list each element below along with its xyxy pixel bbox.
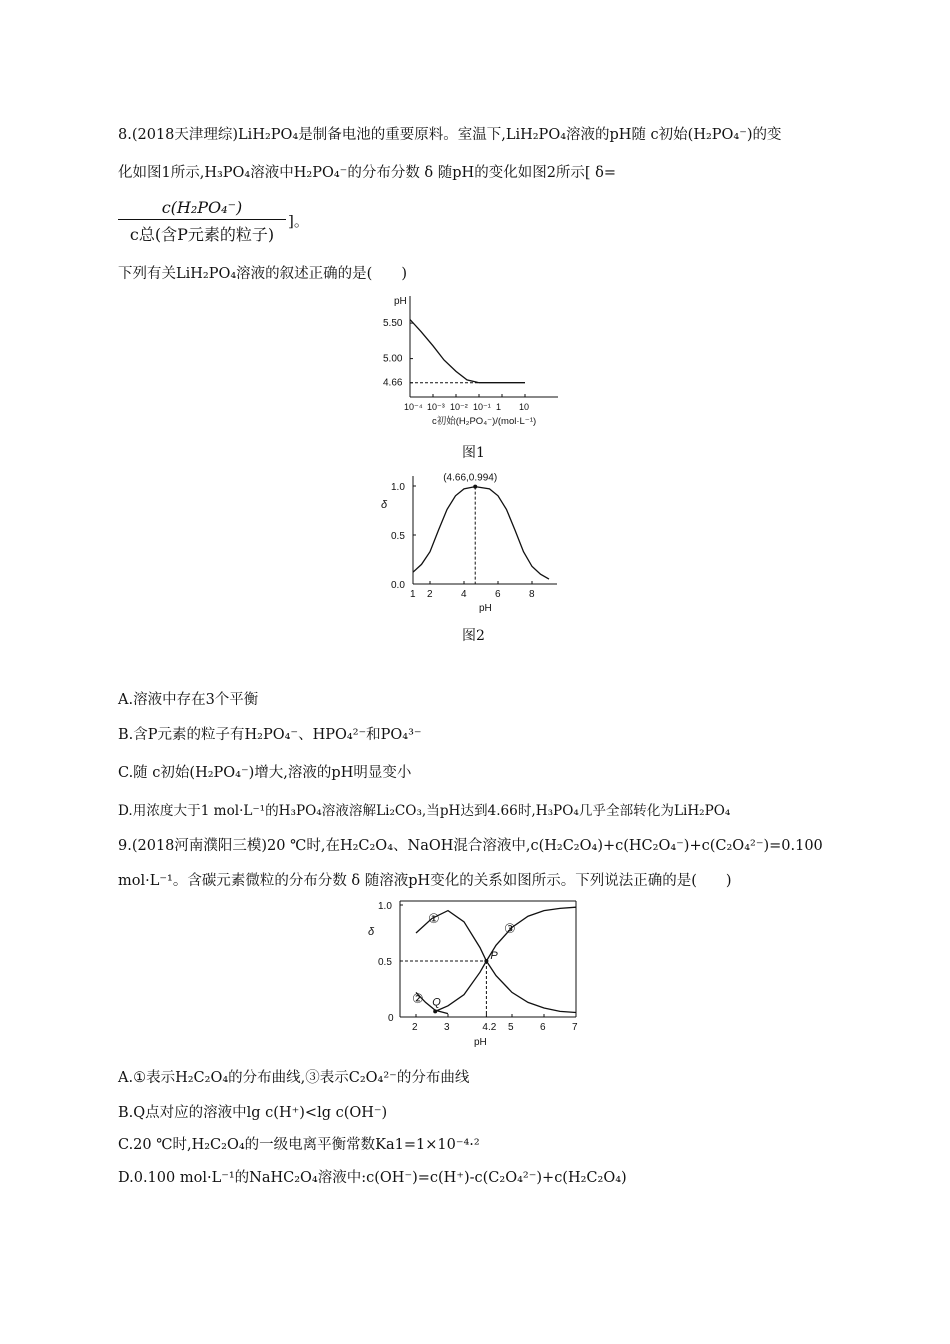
fig1-x-tick-label: 1	[496, 402, 502, 412]
figure-1-chart	[380, 290, 570, 430]
fig2-x-tick-label: 2	[427, 589, 433, 600]
fig2-x-tick-label: 4	[461, 589, 467, 600]
q8-option-b: B.含P元素的粒子有H₂PO₄⁻、HPO₄²⁻和PO₄³⁻	[118, 727, 422, 743]
q8-line-1: 8.(2018天津理综)LiH₂PO₄是制备电池的重要原料。室温下,LiH₂PO₄溶液的pH随 c初始(H₂PO₄⁻)的变	[118, 127, 782, 143]
bracket-close: ]。	[288, 212, 309, 230]
fig1-x-tick-label: 10	[519, 402, 530, 412]
fig1-curve	[410, 320, 525, 383]
q8-line-2: 化如图1所示,H₃PO₄溶液中H₂PO₄⁻的分布分数 δ 随pH的变化如图2所示[ δ=	[118, 165, 617, 181]
fig3-x-tick-label: 6	[540, 1022, 546, 1033]
fig3-xlabel: pH	[474, 1037, 487, 1048]
fig2-x-tick-label: 6	[495, 589, 501, 600]
q9-option-a: A.①表示H₂C₂O₄的分布曲线,③表示C₂O₄²⁻的分布曲线	[118, 1070, 470, 1086]
fig3-x-tick-label: 4.2	[482, 1022, 497, 1033]
fig3-y-tick-label: 1.0	[378, 901, 392, 912]
fig3-x-tick-label: 7	[572, 1022, 578, 1033]
fraction-bar	[118, 219, 286, 220]
fig1-ylabel: pH	[394, 296, 407, 307]
fig2-y-tick-label: 1.0	[391, 482, 405, 493]
fig3-point-q	[433, 1009, 437, 1013]
fig1-y-tick-label: 4.66	[383, 377, 403, 389]
figure-2-chart	[375, 468, 565, 618]
q8-option-c: C.随 c初始(H₂PO₄⁻)增大,溶液的pH明显变小	[118, 765, 412, 781]
q9-line-2: mol·L⁻¹。含碳元素微粒的分布分数 δ 随溶液pH变化的关系如图所示。下列说法正确的是( )	[118, 873, 732, 889]
fig1-y-tick-label: 5.50	[383, 318, 403, 330]
fig1-y-tick-label: 5.00	[383, 353, 403, 365]
fig2-x-tick-label: 8	[529, 589, 535, 600]
fig2-annotation: (4.66,0.994)	[443, 472, 498, 484]
fig1-x-tick-label: 10⁻¹	[473, 402, 491, 412]
figure-3-chart	[362, 893, 592, 1053]
fig1-x-tick-label: 10⁻²	[450, 402, 468, 412]
figure-2-caption: 图2	[462, 628, 485, 644]
fig3-ylabel: δ	[368, 926, 375, 938]
fig3-x-tick-label: 5	[508, 1022, 514, 1033]
delta-fraction	[118, 198, 286, 245]
figure-1-caption: 图1	[462, 445, 485, 461]
fig3-label-2: ②	[412, 991, 424, 1006]
q9-line-1: 9.(2018河南濮阳三模)20 ℃时,在H₂C₂O₄、NaOH混合溶液中,c(H₂C₂O₄)+c(HC₂O₄⁻)+c(C₂O₄²⁻)=0.100	[118, 838, 823, 854]
fig3-label-1: ①	[428, 911, 440, 926]
q8-stem: 下列有关LiH₂PO₄溶液的叙述正确的是( )	[118, 266, 407, 282]
fig1-x-tick-label: 10⁻⁴	[404, 402, 423, 412]
fig2-x-tick-label: 1	[410, 589, 416, 600]
fig3-label-q: Q	[432, 996, 441, 1009]
fig3-y-tick-label: 0.5	[378, 957, 392, 968]
fig3-label-p: P	[490, 950, 498, 962]
fig2-xlabel: pH	[479, 603, 492, 614]
q9-option-b: B.Q点对应的溶液中lg c(H⁺)<lg c(OH⁻)	[118, 1105, 388, 1121]
q9-option-d: D.0.100 mol·L⁻¹的NaHC₂O₄溶液中:c(OH⁻)=c(H⁺)-c(C₂O₄²⁻)+c(H₂C₂O₄)	[118, 1170, 627, 1186]
fig2-y-tick-label: 0.0	[391, 580, 405, 591]
fig2-y-tick-label: 0.5	[391, 531, 405, 542]
fig3-point-p	[484, 959, 488, 963]
q8-option-d: D.用浓度大于1 mol·L⁻¹的H₃PO₄溶液溶解Li₂CO₃,当pH达到4.66时,H₃PO₄几乎全部转化为LiH₂PO₄	[118, 803, 731, 819]
fig3-label-3: ③	[504, 921, 516, 936]
fig1-x-tick-label: 10⁻³	[427, 402, 445, 412]
fig3-y-tick-label: 0	[388, 1013, 394, 1024]
fraction-denominator: c总(含P元素的粒子)	[129, 225, 275, 244]
fig3-x-tick-label: 2	[412, 1022, 418, 1033]
fraction-numerator: c(H₂PO₄⁻)	[161, 198, 243, 217]
q8-option-a: A.溶液中存在3个平衡	[118, 692, 259, 708]
fig2-peak-point	[473, 485, 477, 489]
fig3-x-tick-label: 3	[444, 1022, 450, 1033]
q9-option-c: C.20 ℃时,H₂C₂O₄的一级电离平衡常数Ka1=1×10⁻⁴·²	[118, 1137, 480, 1153]
fig2-curve	[413, 487, 549, 579]
fig2-ylabel: δ	[381, 499, 388, 511]
fig1-xlabel: c初始(H₂PO₄⁻)/(mol·L⁻¹)	[432, 416, 537, 427]
